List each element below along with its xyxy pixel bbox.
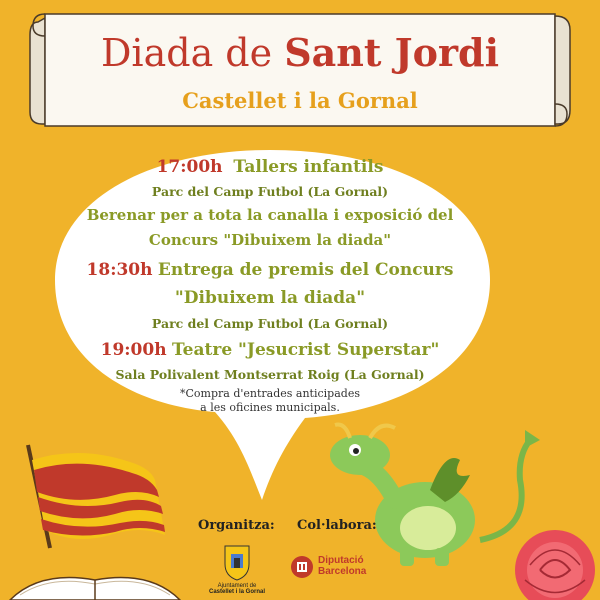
event-1-heading: 17:00h Tallers infantils [156, 157, 384, 177]
event-3-heading: 19:00h Teatre "Jesucrist Superstar" [100, 340, 440, 360]
event-3-place: Sala Polivalent Montserrat Roig (La Gornal) [115, 367, 425, 382]
diputacio-logo-icon [290, 555, 314, 579]
diputacio-logo-text: Diputació Barcelona [318, 555, 367, 577]
event-1-desc-line1: Berenar per a tota la canalla i exposició del [86, 206, 454, 224]
event-2-heading-line2: "Dibuixem la diada" [174, 288, 366, 308]
page-title: Diada de Sant Jordi [100, 30, 500, 75]
event-2-place: Parc del Camp Futbol (La Gornal) [151, 316, 389, 331]
event-3-note-line2: a les oficines municipals. [200, 401, 340, 414]
event-1-desc-line2: Concurs "Dibuixem la diada" [148, 231, 392, 249]
organitza-label: Organitza: [198, 518, 275, 533]
collabora-label: Col·labora: [297, 518, 377, 533]
ajuntament-logo-text: Ajuntament de Castellet i la Gornal [208, 583, 266, 595]
event-2-heading: 18:30h Entrega de premis del Concurs [86, 260, 454, 280]
catalan-flag [20, 440, 170, 550]
book-icon [0, 540, 190, 600]
ajuntament-shield-icon [222, 542, 252, 582]
rose-icon [500, 525, 600, 600]
event-1-place: Parc del Camp Futbol (La Gornal) [151, 184, 389, 199]
event-3-note-line1: *Compra d'entrades anticipades [180, 387, 360, 400]
page-subtitle: Castellet i la Gornal [182, 88, 418, 113]
